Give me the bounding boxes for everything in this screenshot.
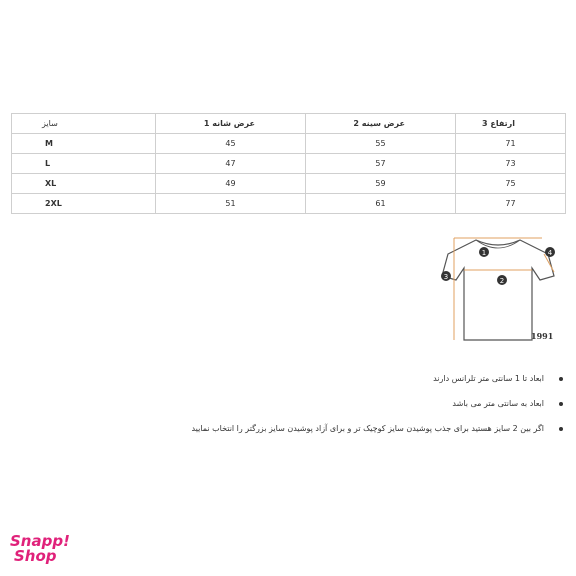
cell-size: XL	[12, 174, 156, 194]
note-text: ابعاد تا 1 سانتی متر تلرانس دارند	[433, 374, 544, 383]
header-size: سایز	[12, 114, 156, 134]
notes-list	[150, 372, 568, 447]
table-header-row	[12, 114, 566, 134]
svg-text:3: 3	[443, 273, 449, 281]
table-row	[12, 154, 566, 174]
note-text: ابعاد به سانتی متر می باشد	[452, 399, 544, 408]
cell-chest: 59	[306, 174, 456, 194]
cell-shoulder: 47	[156, 154, 306, 174]
table-row	[12, 194, 566, 214]
logo-line-1: Snapp!	[10, 532, 70, 550]
list-item	[150, 422, 568, 435]
cell-chest: 57	[306, 154, 456, 174]
cell-chest: 61	[306, 194, 456, 214]
cell-shoulder: 45	[156, 134, 306, 154]
table-row	[12, 134, 566, 154]
cell-height: 77	[456, 194, 566, 214]
diagram-brand-label: 1991	[531, 331, 554, 341]
list-item	[150, 397, 568, 410]
cell-size: L	[12, 154, 156, 174]
svg-text:1: 1	[481, 249, 487, 257]
header-height: ارتفاع 3	[456, 114, 566, 134]
svg-text:4: 4	[547, 249, 553, 257]
note-text: اگر بین 2 سایز هستید برای جذب پوشیدن سایز کوچیک تر و برای آزاد پوشیدن سایز بزرگتر را انتخاب نمایید	[191, 424, 544, 433]
cell-height: 73	[456, 154, 566, 174]
table-row	[12, 174, 566, 194]
marker-3	[441, 271, 451, 281]
cell-shoulder: 51	[156, 194, 306, 214]
tshirt-outline	[442, 240, 554, 340]
cell-size: 2XL	[12, 194, 156, 214]
cell-size: M	[12, 134, 156, 154]
tshirt-size-diagram	[436, 232, 560, 346]
marker-2	[497, 275, 507, 285]
cell-shoulder: 49	[156, 174, 306, 194]
marker-4	[545, 247, 555, 257]
cell-height: 75	[456, 174, 566, 194]
list-item	[150, 372, 568, 385]
bullet-icon	[559, 402, 563, 406]
cell-height: 71	[456, 134, 566, 154]
svg-text:2: 2	[499, 277, 505, 285]
header-chest: عرض سینه 2	[306, 114, 456, 134]
header-shoulder: عرض شانه 1	[156, 114, 306, 134]
snapp-shop-logo	[10, 534, 70, 564]
cell-chest: 55	[306, 134, 456, 154]
bullet-icon	[559, 377, 563, 381]
size-table	[11, 113, 566, 214]
bullet-icon	[559, 427, 563, 431]
marker-1	[479, 247, 489, 257]
logo-line-2: Shop	[14, 547, 57, 565]
